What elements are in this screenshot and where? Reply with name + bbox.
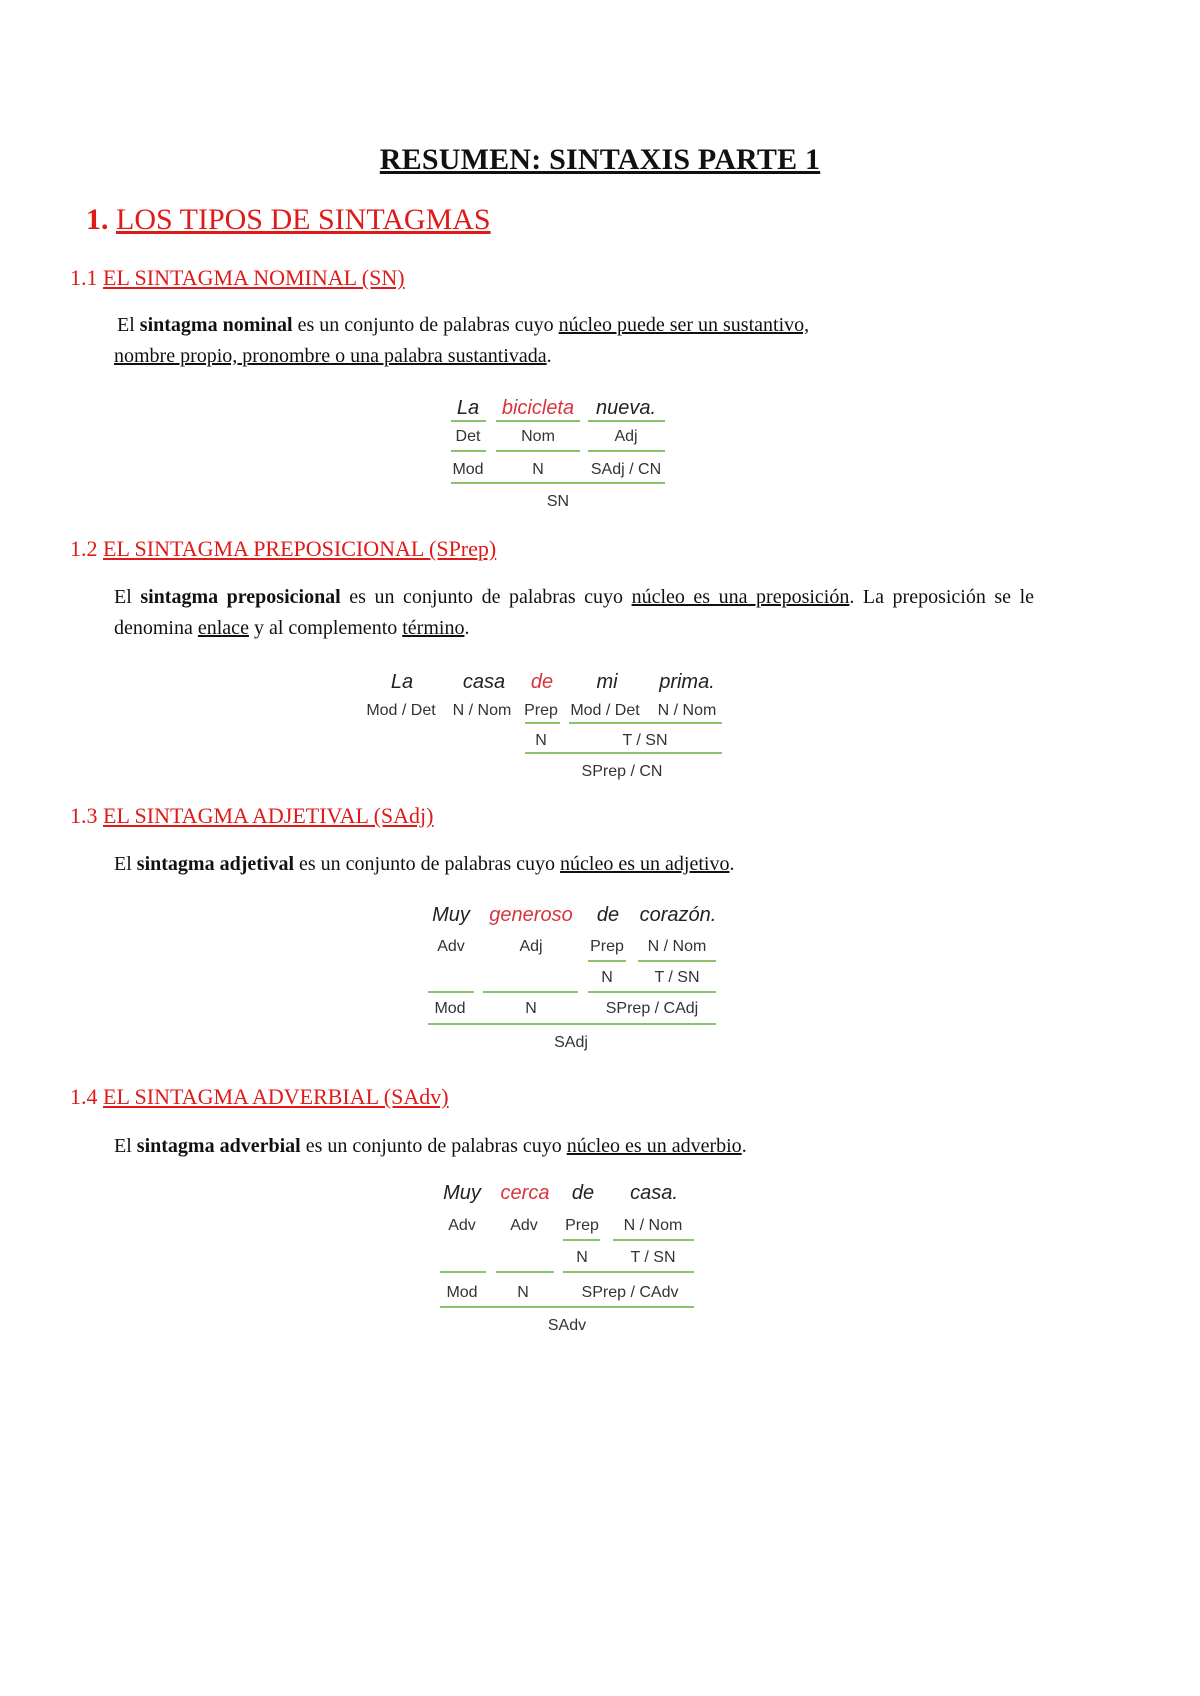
diagram-word: Muy (432, 904, 470, 926)
heading-sprep (70, 536, 496, 562)
diagram-label: Nom (521, 428, 555, 445)
diagram-label: Mod (446, 1284, 478, 1301)
diagram-word-nucleus: bicicleta (501, 397, 575, 419)
diagram-label: T / SN (622, 732, 668, 749)
heading-text: EL SINTAGMA ADVERBIAL (SAdv) (103, 1084, 449, 1109)
diagram-word: casa. (630, 1182, 678, 1204)
text: El (117, 314, 135, 336)
heading-text: EL SINTAGMA ADJETIVAL (SAdj) (103, 803, 434, 828)
diagram-label: Mod / Det (366, 702, 436, 719)
diagram-label: Det (455, 428, 481, 445)
diagram-word: mi (596, 671, 618, 693)
diagram-word-nucleus: cerca (500, 1182, 550, 1204)
diagram-label: Prep (590, 938, 624, 955)
diagram-label: N / Nom (657, 702, 717, 719)
diagram-label: SPrep / CAdv (581, 1284, 679, 1301)
diagram-label: N (525, 1000, 537, 1017)
heading-sadv (70, 1084, 449, 1110)
diagram-label: Prep (524, 702, 558, 719)
text: es un conjunto de palabras cuyo (299, 853, 556, 875)
key-text: núcleo es un adjetivo (560, 853, 730, 875)
diagram-sn (451, 397, 665, 510)
diagram-label: T / SN (654, 969, 700, 986)
diagram-root: SN (546, 493, 570, 510)
diagram-word-nucleus: generoso (489, 904, 573, 926)
text: . (729, 853, 735, 875)
heading-number: 1.3 (70, 803, 98, 828)
text: es un conjunto de palabras cuyo (305, 1135, 562, 1157)
text: . (464, 617, 470, 639)
diagram-label: N / Nom (647, 938, 707, 955)
term: sintagma adverbial (136, 1135, 301, 1157)
diagram-word: corazón. (639, 904, 717, 926)
diagram-root: SAdj (554, 1034, 588, 1051)
text: es un conjunto de palabras cuyo (297, 314, 554, 336)
section-number: 1. (86, 203, 109, 236)
section-title: LOS TIPOS DE SINTAGMAS (116, 203, 491, 236)
diagram-sprep (366, 671, 722, 780)
diagram-word: casa (462, 671, 506, 693)
diagram-label: N / Nom (623, 1217, 683, 1234)
heading-number: 1.4 (70, 1084, 98, 1109)
paragraph-sadj (114, 849, 1044, 880)
diagram-word: La (456, 397, 480, 419)
text: . La preposición se le denomina (114, 586, 1035, 639)
diagram-label: Mod / Det (570, 702, 640, 719)
diagram-label: N (535, 732, 547, 749)
diagram-label: Adj (614, 428, 638, 445)
diagram-label: Prep (565, 1217, 599, 1234)
key-text: enlace (197, 617, 249, 639)
text: y al complemento (253, 617, 398, 639)
diagram-word: nueva. (595, 397, 657, 419)
key-text: núcleo es un adverbio (566, 1135, 742, 1157)
diagram-label: Adj (519, 938, 543, 955)
diagram-word: Muy (443, 1182, 481, 1204)
diagram-label: N (517, 1284, 529, 1301)
diagram-label: Adv (448, 1217, 476, 1234)
diagram-label: SAdj / CN (590, 461, 662, 478)
heading-text: EL SINTAGMA PREPOSICIONAL (SPrep) (103, 536, 497, 561)
heading-text: EL SINTAGMA NOMINAL (SN) (103, 265, 405, 290)
text: El (114, 853, 132, 875)
diagram-label: N / Nom (452, 702, 512, 719)
text: . (546, 345, 552, 367)
text: . (741, 1135, 747, 1157)
paragraph-sprep (114, 582, 1034, 644)
text: El (114, 1135, 132, 1157)
page-title: RESUMEN: SINTAXIS PARTE 1 (379, 143, 821, 176)
diagram-label: T / SN (630, 1249, 676, 1266)
diagram-word: prima. (659, 671, 715, 693)
diagram-word-nucleus: de (530, 671, 554, 693)
diagram-sadj (428, 904, 716, 1051)
diagram-label: Adv (510, 1217, 538, 1234)
diagram-label: SPrep / CAdj (605, 1000, 699, 1017)
diagram-label: N (532, 461, 544, 478)
diagram-word: La (390, 671, 414, 693)
diagram-word: de (596, 904, 620, 926)
diagram-label: N (601, 969, 613, 986)
term: sintagma nominal (139, 314, 293, 336)
key-text: nombre propio, pronombre o una palabra sustantivada (114, 345, 547, 367)
heading-number: 1.2 (70, 536, 98, 561)
text: El (114, 586, 132, 608)
diagram-label: N (576, 1249, 588, 1266)
heading-number: 1.1 (70, 265, 98, 290)
key-text: núcleo puede ser un sustantivo, (558, 314, 810, 336)
diagram-label: Mod (434, 1000, 466, 1017)
diagram-word: de (571, 1182, 595, 1204)
heading-sadj (70, 803, 433, 829)
term: sintagma adjetival (136, 853, 294, 875)
diagram-label: Mod (452, 461, 484, 478)
diagram-root: SAdv (547, 1317, 587, 1334)
text: es un conjunto de palabras cuyo (349, 586, 624, 608)
diagram-sadv (440, 1182, 694, 1334)
diagram-root: SPrep / CN (581, 763, 663, 780)
key-text: núcleo es una preposición (631, 586, 850, 608)
key-text: término (402, 617, 465, 639)
term: sintagma preposicional (140, 586, 341, 608)
diagram-label: Adv (437, 938, 465, 955)
paragraph-sadv (114, 1131, 1044, 1162)
